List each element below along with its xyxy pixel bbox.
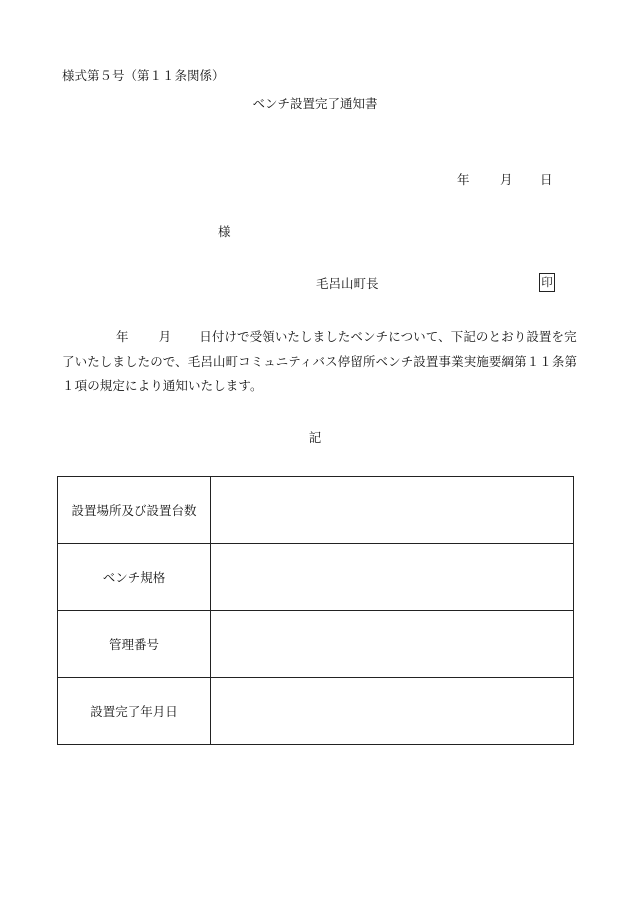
row-value-completion-date[interactable]: [211, 678, 574, 745]
table-row: [58, 678, 574, 745]
issuer-name: 毛呂山町長: [316, 276, 379, 291]
table-row: [58, 611, 574, 678]
row-value-bench-spec[interactable]: [211, 544, 574, 611]
row-label-location: 設置場所及び設置台数: [58, 477, 211, 544]
row-label-completion-date: 設置完了年月日: [58, 678, 211, 745]
seal-mark: 印: [539, 273, 555, 292]
addressee-honorific: 様: [218, 224, 231, 239]
row-value-location[interactable]: [211, 477, 574, 544]
row-value-management-number[interactable]: [211, 611, 574, 678]
row-label-management-number: 管理番号: [58, 611, 211, 678]
document-title: ベンチ設置完了通知書: [252, 96, 378, 111]
date-month-label: 月: [500, 172, 513, 187]
body-year-label: 年: [116, 329, 129, 344]
body-paragraph: [62, 325, 582, 399]
body-month-label: 月: [158, 329, 172, 344]
row-label-bench-spec: ベンチ規格: [58, 544, 211, 611]
table-row: [58, 477, 574, 544]
date-day-label: 日: [540, 172, 553, 187]
body-text: 日付けで受領いたしましたベンチについて、下記のとおり設置を完了いたしましたので、毛呂山町コミュニティバス停留所ベンチ設置事業実施要綱第１１条第１項の規定により通知いたします。: [62, 329, 578, 393]
date-year-label: 年: [457, 172, 470, 187]
form-number: 様式第５号（第１１条関係）: [62, 68, 225, 83]
note-heading: 記: [308, 430, 322, 445]
table-row: [58, 544, 574, 611]
detail-table: [57, 476, 574, 745]
